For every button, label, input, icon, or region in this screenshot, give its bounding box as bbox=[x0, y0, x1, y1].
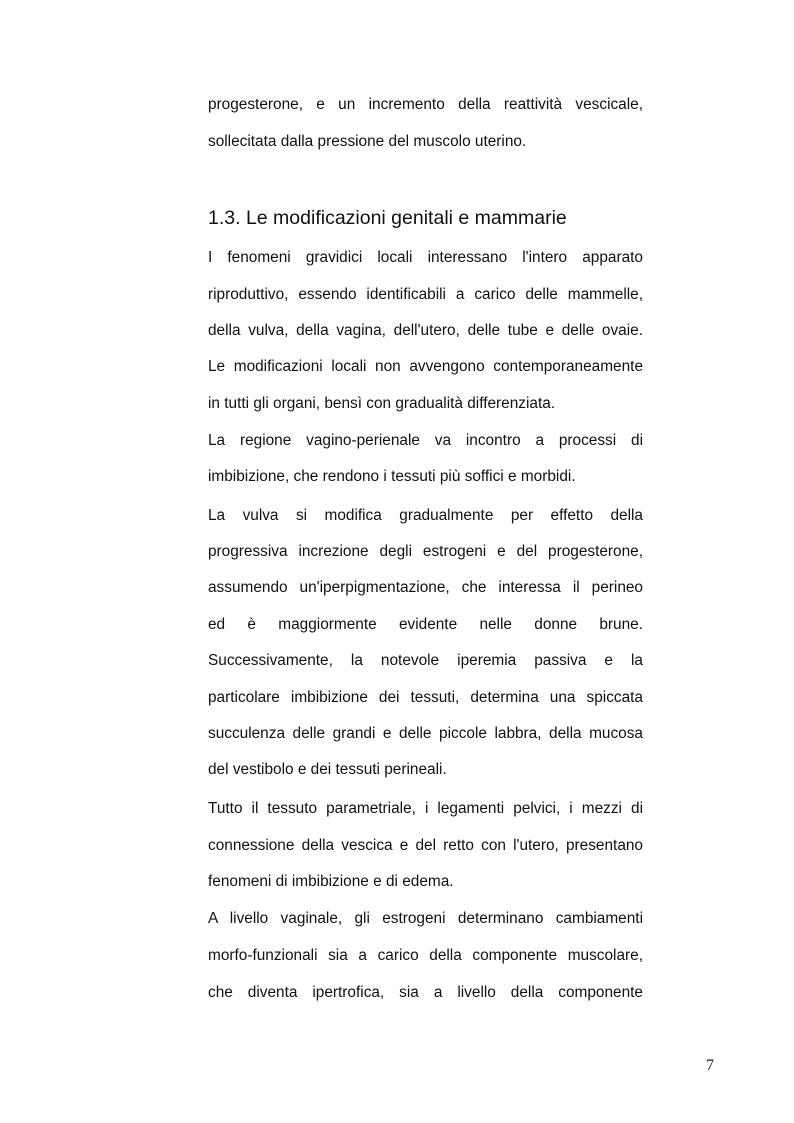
text-line: connessione della vescica e del retto con l'utero, presentano bbox=[208, 837, 643, 854]
text-line: La regione vagino-perienale va incontro a processi di bbox=[208, 432, 643, 449]
text-line: riproduttivo, essendo identificabili a carico delle mammelle, bbox=[208, 286, 643, 303]
text-line: La vulva si modifica gradualmente per effetto della bbox=[208, 507, 643, 524]
text-line: del vestibolo e dei tessuti perineali. bbox=[208, 761, 447, 778]
text-line: fenomeni di imbibizione e di edema. bbox=[208, 873, 454, 890]
section-heading: 1.3. Le modificazioni genitali e mammarie bbox=[208, 207, 567, 229]
text-line: progesterone, e un incremento della reattività vescicale, bbox=[208, 96, 643, 113]
text-line: particolare imbibizione dei tessuti, determina una spiccata bbox=[208, 689, 643, 706]
text-line: della vulva, della vagina, dell'utero, delle tube e delle ovaie. bbox=[208, 322, 643, 339]
text-line: ed è maggiormente evidente nelle donne brune. bbox=[208, 616, 643, 633]
text-line: assumendo un'iperpigmentazione, che interessa il perineo bbox=[208, 579, 643, 596]
text-line: Successivamente, la notevole iperemia passiva e la bbox=[208, 652, 643, 669]
text-line: progressiva increzione degli estrogeni e del progesterone, bbox=[208, 543, 643, 560]
text-line: Tutto il tessuto parametriale, i legamenti pelvici, i mezzi di bbox=[208, 800, 643, 817]
text-line: A livello vaginale, gli estrogeni determinano cambiamenti bbox=[208, 910, 643, 927]
text-line: sollecitata dalla pressione del muscolo uterino. bbox=[208, 133, 527, 150]
text-line: I fenomeni gravidici locali interessano l'intero apparato bbox=[208, 249, 643, 266]
text-line: imbibizione, che rendono i tessuti più soffici e morbidi. bbox=[208, 468, 576, 485]
page-number: 7 bbox=[706, 1057, 714, 1074]
text-line: che diventa ipertrofica, sia a livello della componente bbox=[208, 984, 643, 1001]
text-line: in tutti gli organi, bensì con gradualità differenziata. bbox=[208, 395, 556, 412]
text-line: succulenza delle grandi e delle piccole labbra, della mucosa bbox=[208, 725, 643, 742]
text-line: Le modificazioni locali non avvengono contemporaneamente bbox=[208, 358, 643, 375]
text-line: morfo-funzionali sia a carico della componente muscolare, bbox=[208, 947, 643, 964]
